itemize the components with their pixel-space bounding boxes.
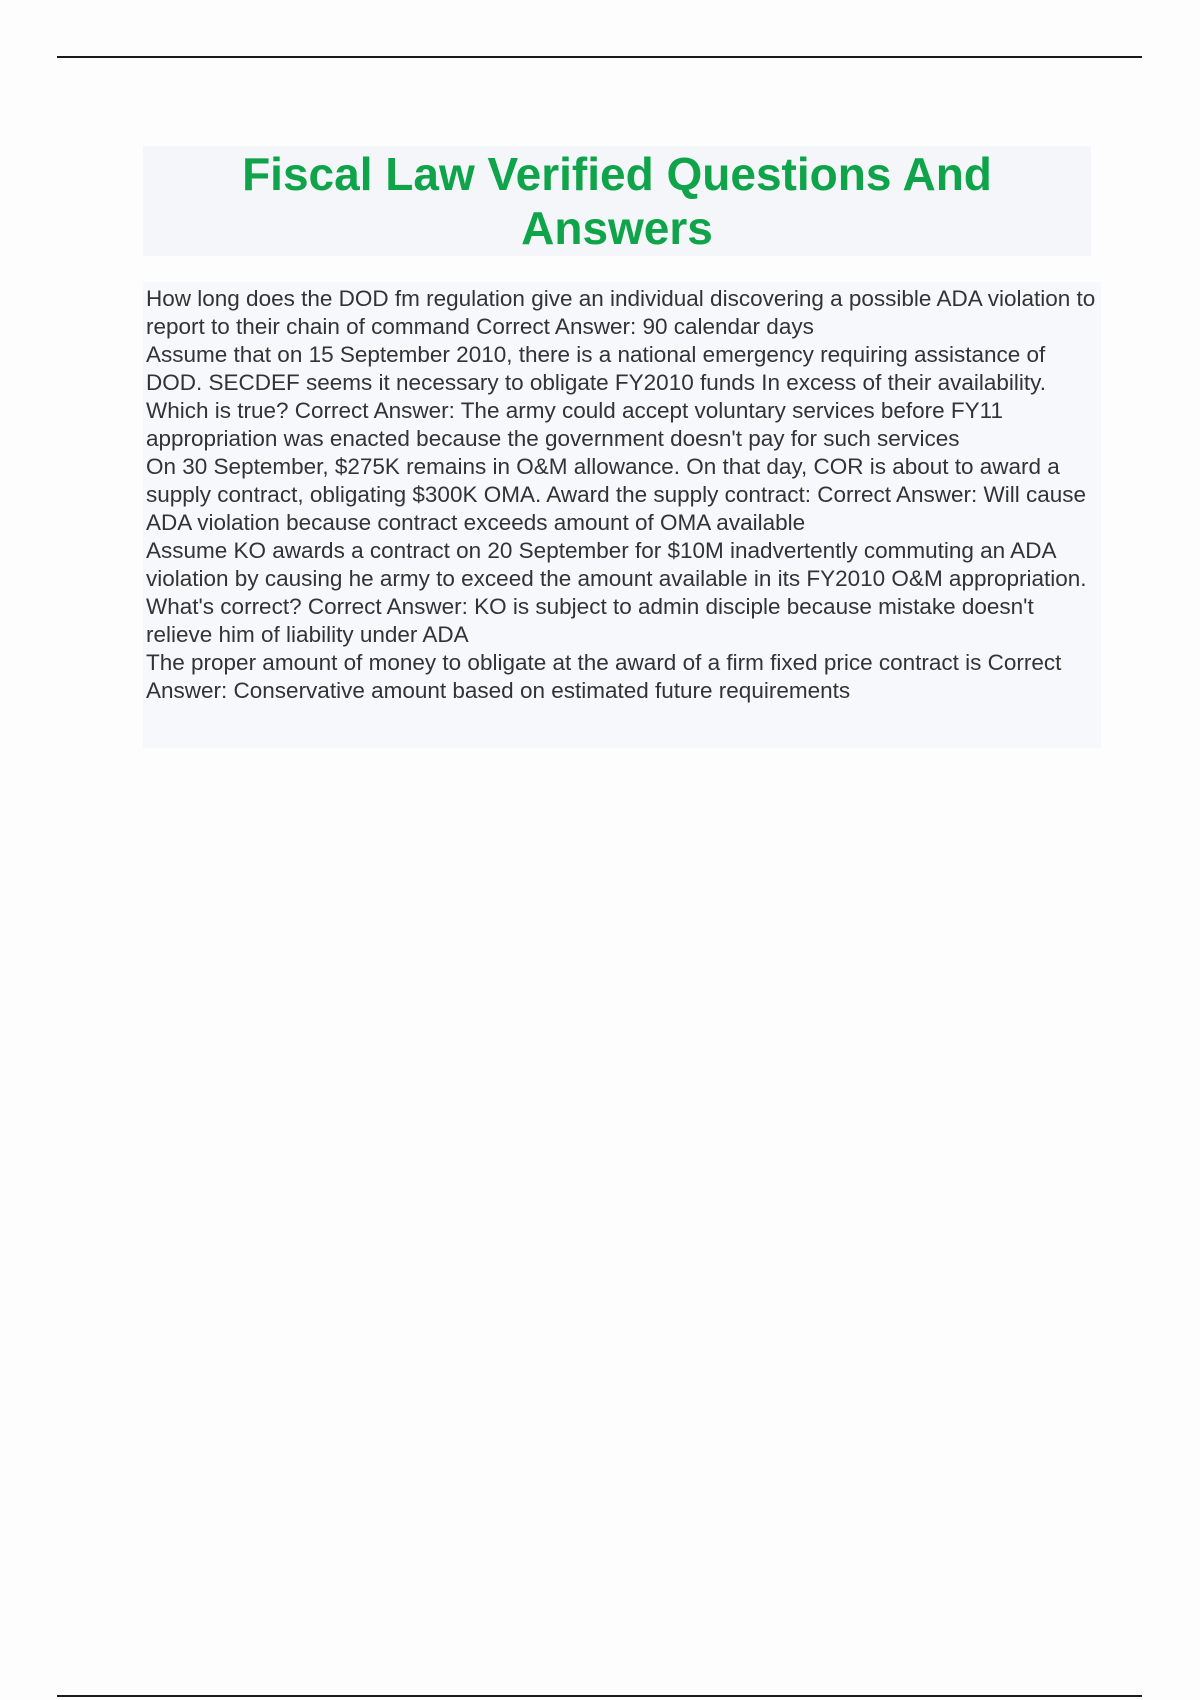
question-answer-list bbox=[146, 285, 1096, 705]
document-title: Fiscal Law Verified Questions And Answers bbox=[242, 148, 992, 254]
header-rule bbox=[57, 56, 1142, 58]
footer-rule bbox=[57, 1695, 1142, 1697]
qa-item-5: The proper amount of money to obligate at the award of a firm fixed price contract is Correct Answer: Conservative amount based on estimated future requirements bbox=[146, 650, 1062, 703]
title-banner bbox=[143, 146, 1091, 256]
qa-item-4: Assume KO awards a contract on 20 September for $10M inadvertently commuting an ADA violation by causing he army to exceed the amount available in its FY2010 O&M appropriation. What's correct? Correct Answer: KO is subject to admin disciple because mistake doesn't relieve him of liability under ADA bbox=[146, 538, 1087, 647]
qa-item-1: How long does the DOD fm regulation give an individual discovering a possible ADA violation to report to their chain of command Correct Answer: 90 calendar days bbox=[146, 286, 1096, 339]
qa-item-3: On 30 September, $275K remains in O&M allowance. On that day, COR is about to award a supply contract, obligating $300K OMA. Award the supply contract: Correct Answer: Will cause ADA violation because contract exceeds amount of OMA available bbox=[146, 454, 1087, 535]
qa-item-2: Assume that on 15 September 2010, there is a national emergency requiring assistance of DOD. SECDEF seems it necessary to obligate FY2010 funds In excess of their availability. Which is true? Correct Answer: The army could accept voluntary services before FY11 appropriation was enacted because the government doesn't pay for such services bbox=[146, 342, 1046, 451]
